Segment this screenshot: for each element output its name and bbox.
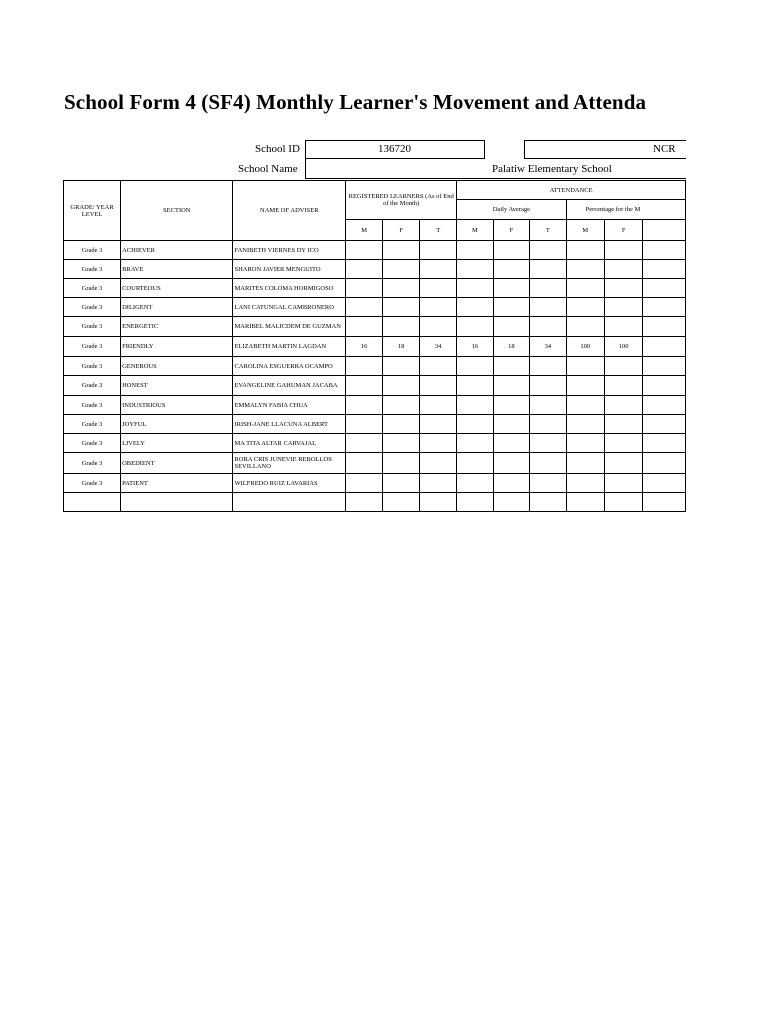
pct-m-cell[interactable] (566, 279, 604, 298)
grade-cell[interactable]: Grade 3 (64, 396, 121, 415)
avg-f-cell[interactable]: 18 (493, 337, 529, 357)
reg-t-header: T (420, 220, 457, 241)
school-name-label: School Name (238, 163, 298, 175)
avg-f-cell[interactable] (493, 357, 529, 376)
reg-f-cell[interactable] (383, 376, 420, 396)
reg-t-cell[interactable] (420, 317, 457, 337)
pct-f-cell[interactable] (604, 317, 642, 337)
grade-cell[interactable]: Grade 3 (64, 434, 121, 453)
avg-t-cell[interactable] (530, 241, 566, 260)
reg-t-cell[interactable] (420, 298, 457, 317)
reg-f-cell[interactable] (383, 493, 420, 512)
avg-f-cell[interactable] (493, 415, 529, 434)
section-cell[interactable] (121, 493, 233, 512)
region-value: NCR (653, 143, 676, 155)
section-cell[interactable]: ENERGETIC (121, 317, 233, 337)
adviser-cell[interactable]: MA TITA ALTAR CARVAJAL (233, 434, 346, 453)
reg-m-cell[interactable] (346, 241, 383, 260)
school-name-field-underline (305, 178, 686, 179)
pct-extra-cell[interactable] (643, 337, 686, 357)
grade-cell[interactable]: Grade 3 (64, 376, 121, 396)
reg-m-header: M (346, 220, 383, 241)
pct-extra-cell[interactable] (643, 415, 686, 434)
avg-m-cell[interactable] (457, 260, 493, 279)
grade-cell[interactable]: Grade 3 (64, 453, 121, 474)
adviser-cell[interactable]: ELIZABETH MARTIN LAGDAN (233, 337, 346, 357)
pct-extra-cell[interactable] (643, 260, 686, 279)
avg-m-cell[interactable] (457, 493, 493, 512)
reg-t-cell[interactable] (420, 260, 457, 279)
adviser-header: NAME OF ADVISER (233, 181, 346, 241)
pct-extra-header (643, 220, 686, 241)
pct-extra-cell[interactable] (643, 376, 686, 396)
grade-cell[interactable]: Grade 3 (64, 357, 121, 376)
reg-f-cell[interactable] (383, 241, 420, 260)
avg-f-cell[interactable] (493, 474, 529, 493)
reg-t-cell[interactable] (420, 279, 457, 298)
grade-cell[interactable] (64, 493, 121, 512)
adviser-cell[interactable]: EVANGELINE GAHUMAN JACABA (233, 376, 346, 396)
pct-f-cell[interactable] (604, 298, 642, 317)
reg-m-cell[interactable] (346, 260, 383, 279)
region-field[interactable] (524, 140, 686, 159)
reg-f-cell[interactable] (383, 396, 420, 415)
reg-m-cell[interactable] (346, 493, 383, 512)
reg-f-cell[interactable] (383, 415, 420, 434)
avg-t-cell[interactable] (530, 396, 566, 415)
avg-m-cell[interactable] (457, 376, 493, 396)
reg-t-cell[interactable] (420, 453, 457, 474)
pct-m-cell[interactable]: 100 (566, 337, 604, 357)
movement-attendance-table (63, 180, 686, 512)
reg-f-cell[interactable] (383, 260, 420, 279)
adviser-cell[interactable]: SHARON JAVIER MENGUITO (233, 260, 346, 279)
reg-m-cell[interactable] (346, 317, 383, 337)
table-row (64, 260, 686, 279)
reg-m-cell[interactable] (346, 357, 383, 376)
table-row (64, 357, 686, 376)
table-row (64, 396, 686, 415)
pct-m-cell[interactable] (566, 241, 604, 260)
pct-m-cell[interactable] (566, 493, 604, 512)
table-row (64, 453, 686, 474)
avg-t-cell[interactable] (530, 260, 566, 279)
avg-t-cell[interactable] (530, 298, 566, 317)
attendance-header: ATTENDANCE (457, 181, 686, 200)
pct-extra-cell[interactable] (643, 317, 686, 337)
reg-m-cell[interactable]: 16 (346, 337, 383, 357)
header-row-1 (64, 181, 686, 200)
table-row (64, 415, 686, 434)
pct-m-cell[interactable] (566, 396, 604, 415)
school-name-value[interactable]: Palatiw Elementary School (492, 163, 612, 175)
reg-m-cell[interactable] (346, 474, 383, 493)
reg-f-header: F (383, 220, 420, 241)
avg-m-cell[interactable] (457, 415, 493, 434)
table-row (64, 337, 686, 357)
avg-f-cell[interactable] (493, 279, 529, 298)
adviser-cell[interactable]: FANIBETH VIERNES DY ICO (233, 241, 346, 260)
grade-cell[interactable]: Grade 3 (64, 279, 121, 298)
table-body (64, 241, 686, 512)
section-cell[interactable]: BRAVE (121, 260, 233, 279)
avg-f-cell[interactable] (493, 260, 529, 279)
reg-t-cell[interactable] (420, 376, 457, 396)
pct-m-header: M (566, 220, 604, 241)
pct-f-cell[interactable]: 100 (604, 337, 642, 357)
reg-m-cell[interactable] (346, 279, 383, 298)
reg-m-cell[interactable] (346, 396, 383, 415)
pct-f-cell[interactable] (604, 241, 642, 260)
reg-f-cell[interactable] (383, 474, 420, 493)
section-cell[interactable]: JOYFUL (121, 415, 233, 434)
reg-f-cell[interactable] (383, 357, 420, 376)
pct-f-cell[interactable] (604, 474, 642, 493)
pct-m-cell[interactable] (566, 317, 604, 337)
school-id-label: School ID (255, 143, 300, 155)
avg-m-cell[interactable]: 16 (457, 337, 493, 357)
pct-f-cell[interactable] (604, 279, 642, 298)
avg-m-header: M (457, 220, 493, 241)
avg-t-cell[interactable] (530, 434, 566, 453)
section-cell[interactable]: HONEST (121, 376, 233, 396)
avg-m-cell[interactable] (457, 396, 493, 415)
adviser-cell[interactable] (233, 493, 346, 512)
reg-t-cell[interactable] (420, 434, 457, 453)
section-cell[interactable]: DILIGENT (121, 298, 233, 317)
avg-t-cell[interactable] (530, 317, 566, 337)
school-name-field-left-border (305, 159, 306, 179)
table-row (64, 298, 686, 317)
pct-f-cell[interactable] (604, 357, 642, 376)
avg-t-cell[interactable] (530, 493, 566, 512)
section-header: SECTION (121, 181, 233, 241)
school-id-value: 136720 (378, 143, 411, 155)
adviser-cell[interactable]: EMMALYN FABIA CHUA (233, 396, 346, 415)
pct-extra-cell[interactable] (643, 474, 686, 493)
table-row (64, 241, 686, 260)
table-row (64, 474, 686, 493)
pct-f-cell[interactable] (604, 434, 642, 453)
avg-f-cell[interactable] (493, 298, 529, 317)
avg-f-cell[interactable] (493, 317, 529, 337)
pct-m-cell[interactable] (566, 415, 604, 434)
reg-f-cell[interactable] (383, 434, 420, 453)
avg-t-cell[interactable] (530, 357, 566, 376)
avg-m-cell[interactable] (457, 241, 493, 260)
pct-extra-cell[interactable] (643, 453, 686, 474)
adviser-cell[interactable]: MARITES COLOMA HORMIGOSO (233, 279, 346, 298)
daily-average-header: Daily Average (457, 200, 566, 220)
avg-m-cell[interactable] (457, 474, 493, 493)
pct-m-cell[interactable] (566, 357, 604, 376)
adviser-cell[interactable]: IRISH-JANE LLACUNA ALBERT (233, 415, 346, 434)
pct-f-cell[interactable] (604, 376, 642, 396)
grade-cell[interactable]: Grade 3 (64, 298, 121, 317)
reg-t-cell[interactable] (420, 241, 457, 260)
pct-m-cell[interactable] (566, 298, 604, 317)
reg-t-cell[interactable] (420, 474, 457, 493)
registered-learners-header: REGISTERED LEARNERS (As of End of the Month) (346, 181, 457, 220)
pct-f-cell[interactable] (604, 260, 642, 279)
pct-extra-cell[interactable] (643, 241, 686, 260)
avg-f-cell[interactable] (493, 434, 529, 453)
reg-m-cell[interactable] (346, 298, 383, 317)
avg-m-cell[interactable] (457, 453, 493, 474)
avg-f-cell[interactable] (493, 396, 529, 415)
pct-extra-cell[interactable] (643, 357, 686, 376)
avg-m-cell[interactable] (457, 434, 493, 453)
reg-m-cell[interactable] (346, 376, 383, 396)
section-cell[interactable]: FRIENDLY (121, 337, 233, 357)
section-cell[interactable]: ACHIEVER (121, 241, 233, 260)
pct-m-cell[interactable] (566, 453, 604, 474)
avg-t-cell[interactable] (530, 279, 566, 298)
grade-cell[interactable]: Grade 3 (64, 474, 121, 493)
table-row (64, 493, 686, 512)
reg-m-cell[interactable] (346, 434, 383, 453)
pct-extra-cell[interactable] (643, 396, 686, 415)
section-cell[interactable]: INDUSTRIOUS (121, 396, 233, 415)
avg-m-cell[interactable] (457, 357, 493, 376)
reg-t-cell[interactable]: 34 (420, 337, 457, 357)
pct-f-cell[interactable] (604, 493, 642, 512)
section-cell[interactable]: PATIENT (121, 474, 233, 493)
pct-m-cell[interactable] (566, 376, 604, 396)
avg-m-cell[interactable] (457, 317, 493, 337)
pct-extra-cell[interactable] (643, 279, 686, 298)
reg-m-cell[interactable] (346, 415, 383, 434)
reg-t-cell[interactable] (420, 396, 457, 415)
avg-f-cell[interactable] (493, 493, 529, 512)
table-row (64, 279, 686, 298)
adviser-cell[interactable]: WILFREDO RUIZ LAVARIAS (233, 474, 346, 493)
adviser-cell[interactable]: RORA CRIS JUNEVIE REBOLLOS SEVILLANO (233, 453, 346, 474)
section-cell[interactable]: COURTEOUS (121, 279, 233, 298)
reg-m-cell[interactable] (346, 453, 383, 474)
avg-f-cell[interactable] (493, 376, 529, 396)
page-title: School Form 4 (SF4) Monthly Learner's Movement and Attenda (64, 90, 647, 114)
grade-cell[interactable]: Grade 3 (64, 241, 121, 260)
reg-f-cell[interactable] (383, 298, 420, 317)
reg-f-cell[interactable] (383, 453, 420, 474)
reg-f-cell[interactable]: 18 (383, 337, 420, 357)
adviser-cell[interactable]: CAROLINA ESGUERRA OCAMPO (233, 357, 346, 376)
adviser-cell[interactable]: LANI CATUNGAL CAMBRONERO (233, 298, 346, 317)
pct-m-cell[interactable] (566, 474, 604, 493)
avg-f-header: F (493, 220, 529, 241)
avg-f-cell[interactable] (493, 241, 529, 260)
pct-f-cell[interactable] (604, 396, 642, 415)
reg-t-cell[interactable] (420, 493, 457, 512)
avg-m-cell[interactable] (457, 279, 493, 298)
adviser-cell[interactable]: MARIBEL MALICDEM DE GUZMAN (233, 317, 346, 337)
percentage-header: Percentage for the M (566, 200, 685, 220)
reg-f-cell[interactable] (383, 317, 420, 337)
reg-t-cell[interactable] (420, 415, 457, 434)
avg-m-cell[interactable] (457, 298, 493, 317)
table-row (64, 434, 686, 453)
grade-cell[interactable]: Grade 3 (64, 317, 121, 337)
pct-f-cell[interactable] (604, 453, 642, 474)
avg-t-cell[interactable] (530, 453, 566, 474)
pct-f-cell[interactable] (604, 415, 642, 434)
section-cell[interactable]: GENEROUS (121, 357, 233, 376)
section-cell[interactable]: OBEDIENT (121, 453, 233, 474)
avg-t-cell[interactable] (530, 474, 566, 493)
avg-f-cell[interactable] (493, 453, 529, 474)
table-row (64, 376, 686, 396)
table-row (64, 317, 686, 337)
grade-cell[interactable]: Grade 3 (64, 415, 121, 434)
pct-m-cell[interactable] (566, 260, 604, 279)
grade-cell[interactable]: Grade 3 (64, 337, 121, 357)
pct-f-header: F (604, 220, 642, 241)
pct-extra-cell[interactable] (643, 298, 686, 317)
avg-t-header: T (530, 220, 566, 241)
section-cell[interactable]: LIVELY (121, 434, 233, 453)
grade-cell[interactable]: Grade 3 (64, 260, 121, 279)
school-id-field[interactable] (305, 140, 485, 159)
reg-t-cell[interactable] (420, 357, 457, 376)
reg-f-cell[interactable] (383, 279, 420, 298)
avg-t-cell[interactable]: 34 (530, 337, 566, 357)
avg-t-cell[interactable] (530, 415, 566, 434)
grade-level-header: GRADE/ YEAR LEVEL (64, 181, 121, 241)
pct-m-cell[interactable] (566, 434, 604, 453)
pct-extra-cell[interactable] (643, 434, 686, 453)
avg-t-cell[interactable] (530, 376, 566, 396)
pct-extra-cell[interactable] (643, 493, 686, 512)
